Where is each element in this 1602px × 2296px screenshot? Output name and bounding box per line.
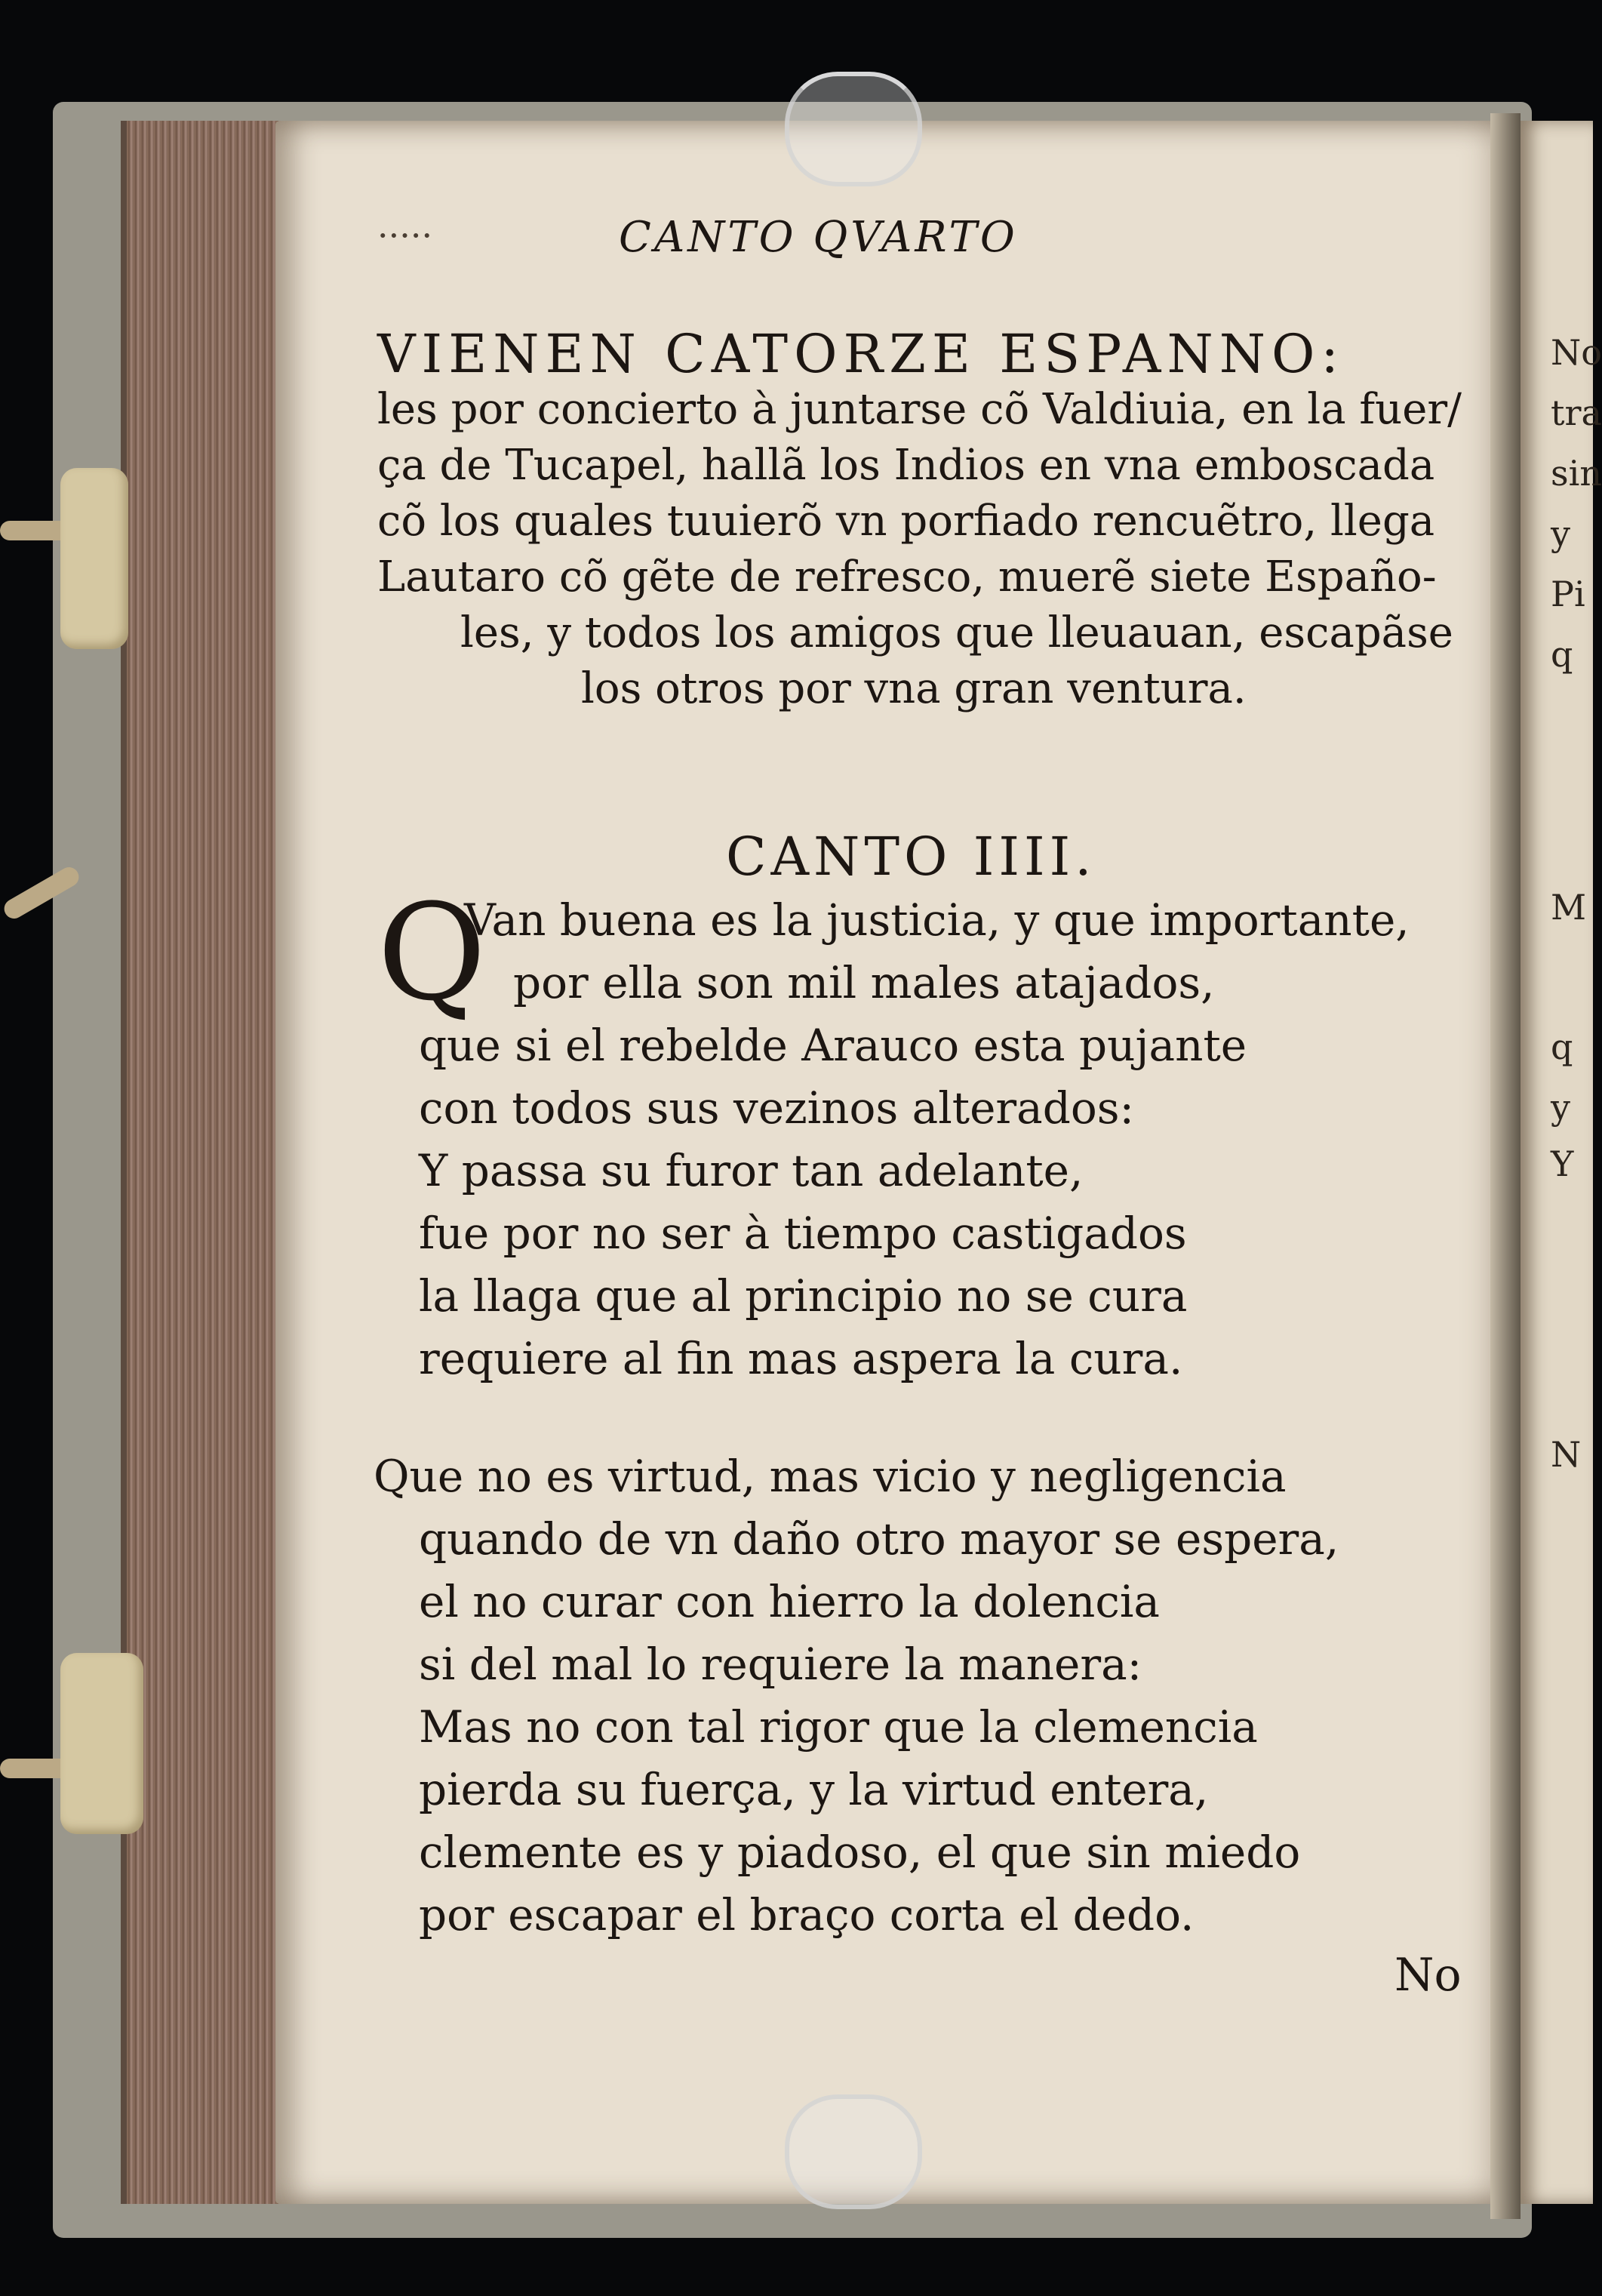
verse-line: clemente es y piadoso, el que sin miedo: [419, 1827, 1301, 1878]
verse-line: Que no es virtud, mas vicio y negligencia: [374, 1451, 1287, 1502]
verse-line: con todos sus vezinos alterados:: [419, 1082, 1135, 1134]
page-fore-edge: [121, 121, 285, 2204]
verse-line: Van buena es la justicia, y que importante,: [464, 894, 1410, 946]
verse-line: quando de vn daño otro mayor se espera,: [419, 1513, 1339, 1565]
facing-page-fragment: q: [1551, 1026, 1573, 1067]
canto-title: CANTO IIII.: [726, 826, 1096, 888]
summary-line: Lautaro cõ gẽte de refresco, muerẽ siete Españo-: [377, 552, 1437, 602]
facing-page-fragment: Y: [1551, 1143, 1574, 1184]
verse-line: que si el rebelde Arauco esta pujante: [419, 1020, 1247, 1071]
verse-line: por escapar el braço corta el dedo.: [419, 1889, 1195, 1941]
drop-cap: Q: [377, 876, 487, 1030]
verse-line: requiere al fin mas aspera la cura.: [419, 1333, 1183, 1384]
facing-page-fragment: tra: [1551, 392, 1602, 433]
summary-line: ça de Tucapel, hallã los Indios en vna emboscada: [377, 441, 1435, 490]
summary-line: los otros por vna gran ventura.: [581, 664, 1247, 713]
facing-page-fragment: Pi: [1551, 574, 1585, 614]
book-gutter: [1490, 113, 1521, 2219]
facing-page-fragment: N: [1551, 1434, 1582, 1475]
facing-page-fragment: No: [1551, 332, 1602, 373]
verse-line: el no curar con hierro la dolencia: [419, 1576, 1161, 1627]
verse-line: fue por no ser à tiempo castigados: [419, 1208, 1187, 1259]
verse-line: Y passa su furor tan adelante,: [419, 1145, 1084, 1196]
summary-line: les por concierto à juntarse cõ Valdiuia, en la fuer/: [377, 385, 1462, 434]
leather-tie-upper: [60, 468, 128, 649]
facing-page-fragment: M: [1551, 887, 1587, 928]
summary-line: cõ los quales tuuierõ vn porfiado rencuẽtro, llega: [377, 497, 1435, 546]
facing-page-fragment: y: [1551, 1087, 1570, 1128]
verse-line: pierda su fuerça, y la virtud entera,: [419, 1764, 1209, 1815]
verse-line: si del mal lo requiere la manera:: [419, 1639, 1142, 1690]
verse-line: la llaga que al principio no se cura: [419, 1270, 1188, 1322]
running-head-ornament: ·····: [377, 215, 433, 256]
facing-page-fragment: y: [1551, 513, 1570, 554]
leather-tie-lower: [60, 1653, 143, 1834]
page-clip-top: [785, 72, 922, 186]
running-head: CANTO QVARTO: [619, 213, 1018, 262]
page-clip-bottom: [785, 2094, 922, 2209]
facing-page-fragment: q: [1551, 634, 1573, 675]
facing-page-fragment: sin: [1551, 453, 1602, 494]
verse-line: Mas no con tal rigor que la clemencia: [419, 1701, 1258, 1753]
summary-line: les, y todos los amigos que lleuauan, escapãse: [460, 608, 1453, 657]
catchword: No: [1394, 1949, 1462, 2002]
summary-heading: VIENEN CATORZE ESPANNO:: [377, 323, 1345, 385]
verse-line: por ella son mil males atajados,: [513, 957, 1215, 1008]
